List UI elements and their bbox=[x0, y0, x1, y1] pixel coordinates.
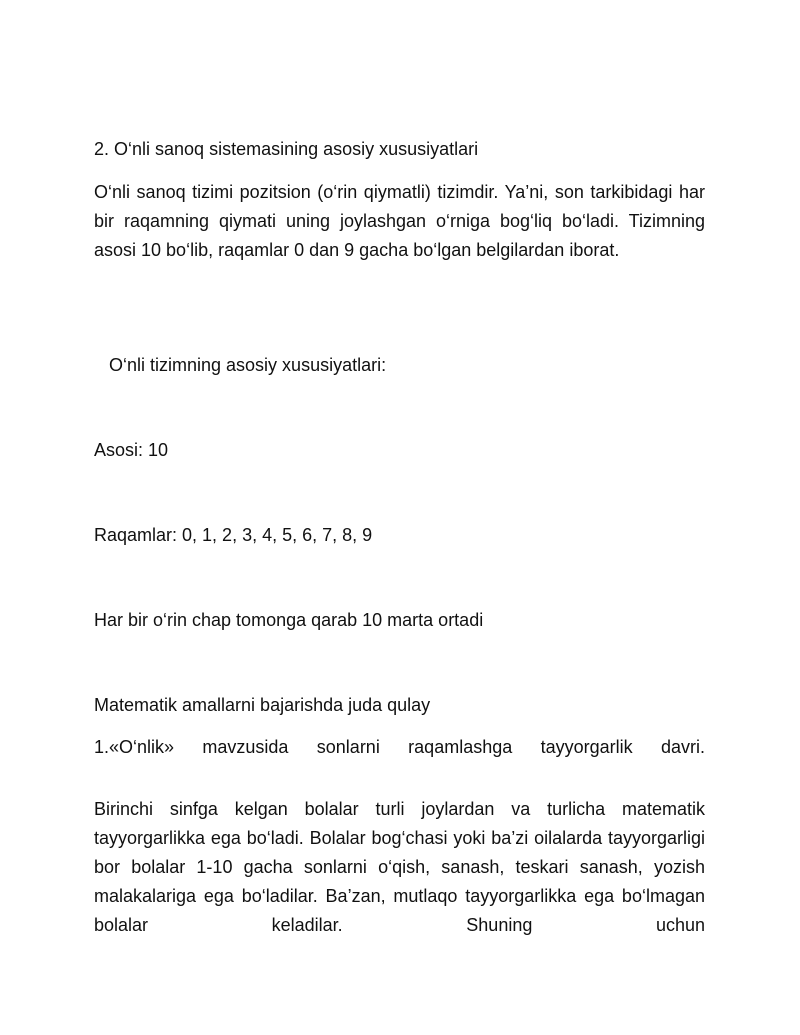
subsection-word: mavzusida bbox=[202, 737, 289, 757]
intro-paragraph bbox=[94, 178, 705, 265]
subsection-word: 1.«O‘nlik» bbox=[94, 737, 175, 757]
feature-base: Asosi: 10 bbox=[94, 440, 169, 460]
final-paragraph-text: Birinchi sinfga kelgan bolalar turli joylardan va turlicha matematik tayyorgarlikka ega bo‘ladi. Bolalar bog‘chasi yoki ba’zi oilalarda tayyorgarligi bor bolalar 1-10 gacha sonlarni o‘qish, sanash, teskari sanash, yozish malakalariga ega bo‘ladilar. Ba’zan, mutlaqo tayyorgarlikka ega bo‘lmagan bolalar keladilar. Shuning uchun bbox=[94, 799, 705, 935]
subsection-word: davri. bbox=[660, 737, 705, 757]
intro-paragraph-text: O‘nli sanoq tizimi pozitsion (o‘rin qiymatli) tizimdir. Ya’ni, son tarkibidagi har bir raqamning qiymati uning joylashgan o‘rniga bog‘liq bo‘ladi. Tizimning asosi 10 bo‘lib, raqamlar 0 dan 9 gacha bo‘lgan belgilardan iborat. bbox=[94, 182, 705, 260]
subsection-word: raqamlashga bbox=[408, 737, 513, 757]
section-heading: 2. O‘nli sanoq sistemasining asosiy xususiyatlari bbox=[94, 139, 479, 159]
subsection-word: tayyorgarlik bbox=[540, 737, 633, 757]
feature-place-value: Har bir o‘rin chap tomonga qarab 10 marta ortadi bbox=[94, 610, 484, 630]
final-paragraph bbox=[94, 795, 705, 940]
subsection-heading bbox=[94, 737, 705, 757]
features-heading: O‘nli tizimning asosiy xususiyatlari: bbox=[109, 355, 387, 375]
feature-digits: Raqamlar: 0, 1, 2, 3, 4, 5, 6, 7, 8, 9 bbox=[94, 525, 373, 545]
subsection-word: sonlarni bbox=[316, 737, 380, 757]
feature-convenient: Matematik amallarni bajarishda juda qulay bbox=[94, 695, 431, 715]
